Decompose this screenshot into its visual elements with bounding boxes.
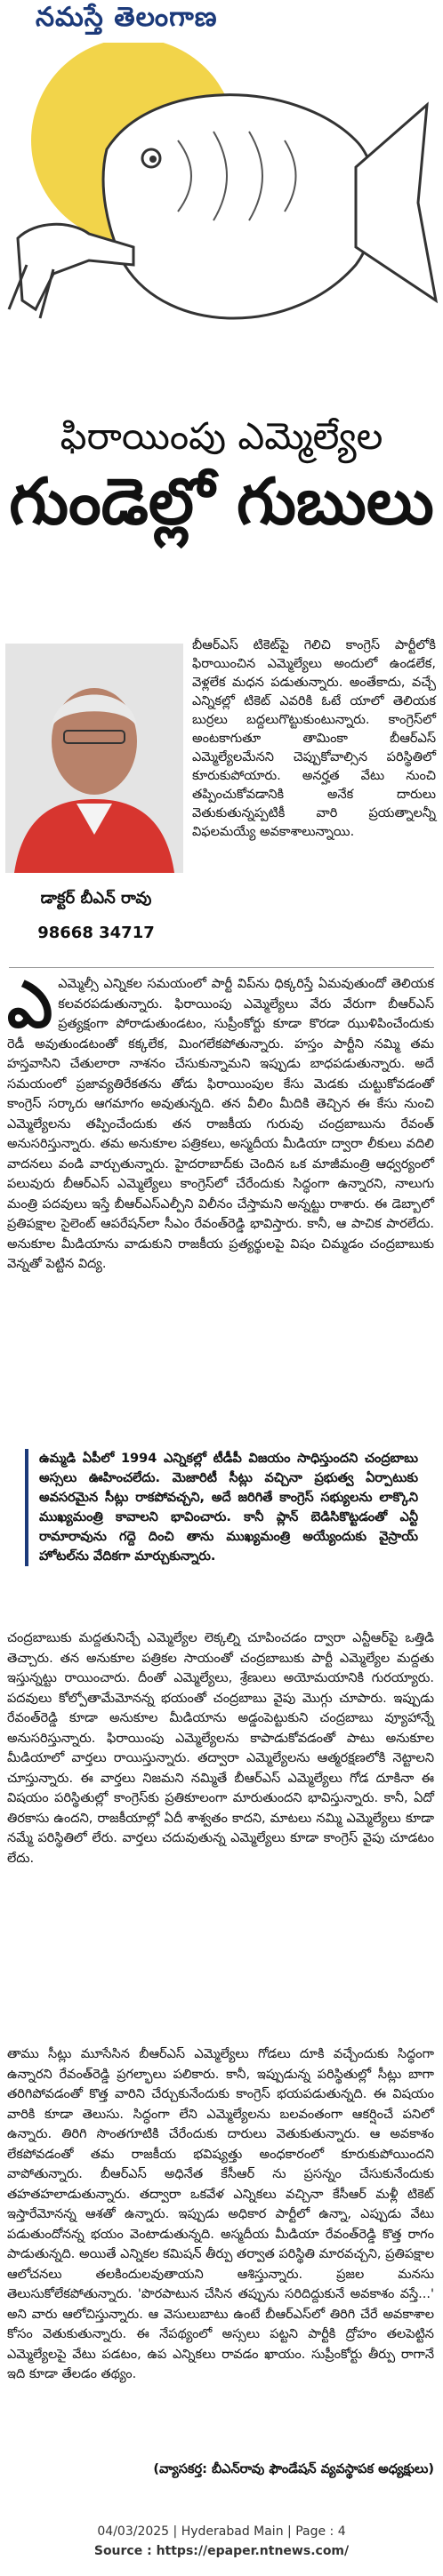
cartoon-illustration xyxy=(0,43,443,391)
pull-quote: ఉమ్మడి ఏపీలో 1994 ఎన్నికల్లో టీడీపీ విజయం సాధిస్తుందని చంద్రబాబు అస్సలు ఊహించలేదు. మెజారిటీ సీట్లు వచ్చినా ప్రభుత్వ ఏర్పాటుకు అవసరమైన సీట్లు రాకపోవచ్చని, అదే జరిగితే కాంగ్రెస్ సభ్యులను లాక్కొని ముఖ్యమంత్రి కావాలని భావించారు. కానీ ప్లాన్ బెడిసికొట్టడంతో ఎన్టీ రామారావును గద్దె దించి తాను ముఖ్యమంత్రి అయ్యేందుకు వైస్రాయ్ హోటల్‌ను వేదికగా మార్చుకున్నారు. xyxy=(25,1449,418,1566)
footer-source-link[interactable]: Source : https://epaper.ntnews.com/ xyxy=(93,2544,350,2558)
author-phone: 98668 34717 xyxy=(37,924,155,942)
masthead-title: నమస్తే తెలంగాణ xyxy=(36,2,218,33)
section-divider xyxy=(9,967,434,968)
body-paragraph-1-text: ఎమ్మెల్సీ ఎన్నికల సమయంలో పార్టీ విప్‌ను ధిక్కరిస్తే ఏమవుతుందో తెలియక కలవరపడుతున్నారు. ఫిరాయింపు ఎమ్మెల్యేలు వేరు వేరుగా బీఆర్ఎస్ ప్రత్యక్షంగా పోరాడుతుండటం, సుప్రీంకోర్టు కూడా కొరడా ఝుళిపించేందుకు రెడీ అవుతుండటంతో కక్కలేక, మింగలేకపోతున్నారు. హస్తం పార్టీని నమ్మి తమ హస్తవాసిని చేతులారా నాశనం చేసుకున్నామని ఇప్పుడు బాధపడుతున్నారు. అదే సమయంలో ప్రజావ్యతిరేకతను తోడు ఫిరాయింపుల కేసు మెడకు చుట్టుకోవడంతో కాంగ్రెస్ సర్కారు ఆగమాగం అవుతున్నది. తన వీలిం మీదికి తెచ్చిన ఈ కేసు నుంచి ఎమ్మెల్యేలను తప్పించేందుకు తన రాజకీయ గురువు చంద్రబాబును రేవంత్ అనుసరిస్తున్నారు. తమ అనుకూల పత్రికలు, అస్మదీయ మీడియా ద్వారా లీకులు వదిలి వాదనలు వండి వార్చుతున్నారు. హైదరాబాద్‌కు చెందిన ఒక మాజీమంత్రి ఆధ్వర్యంలో పలువురు బీఆర్ఎస్ ఎమ్మెల్యేలు కాంగ్రెస్‌లో చేరేందుకు సిద్ధంగా ఉన్నారని, నాలుగు మంత్రి పదవులు ఇస్తే బీఆర్ఎస్ఎల్పీని విలీనం చేస్తామని అన్నట్టు రాశారు. ఈ డెబ్బాలో ప్రతిపక్షాల సైలెంట్ ఆపరేషన్‌లా సీఎం రేవంత్‌రెడ్డి భావిస్తారు. కానీ, ఆ పాచిక పారలేదు. అనుకూల మీడియాను వాడుకుని రాజకీయ ప్రత్యర్థులపై విషం చిమ్మడం చంద్రబాబుకు వెన్నతో పెట్టిన విద్య. xyxy=(7,977,434,1271)
intro-paragraph: బీఆర్ఎస్ టికెట్‌పై గెలిచి కాంగ్రెస్ పార్టీలోకి ఫిరాయించిన ఎమ్మెల్యేలు అందులో ఉండలేక, వెళ్లలేక మధన పడుతున్నారు. అంతేకాదు, వచ్చే ఎన్నికల్లో టికెట్ ఎవరికి ఓటే యాలో తెలియక బుర్రలు బద్దలుగొట్టుకుంటున్నారు. కాంగ్రెస్‌లో అంటకాగుతూ తామింకా బీఆర్ఎస్ ఎమ్మెల్యేలమేనని చెప్పుకోవాల్సిన పరిస్థితిలో కూరుకుపోయారు. అనర్హత వేటు నుంచి తప్పించుకోవడానికి అనేక దారులు వెతుకుతున్నప్పటికీ వారి ప్రయత్నాలన్నీ విఫలమయ్యే అవకాశాలున్నాయి. xyxy=(192,638,436,839)
footer-date-edition: 04/03/2025 | Hyderabad Main | Page : 4 xyxy=(97,2524,346,2539)
cartoon-fish-tail xyxy=(356,105,436,300)
headline-line-2: గుండెల్లో గుబులు xyxy=(9,464,434,539)
cartoon-fish-pupil xyxy=(149,156,157,163)
author-note: (వ్యాసకర్త: బీఎన్‌రావు ఫౌండేషన్ వ్యవస్థాపక అధ్యక్షులు) xyxy=(153,2462,434,2476)
author-name: డాక్టర్ బీఎన్ రావు xyxy=(40,889,152,908)
byline xyxy=(11,889,181,942)
body-paragraph-1 xyxy=(7,967,434,1275)
body-paragraph-2: చంద్రబాబుకు మద్దతునిచ్చే ఎమ్మెల్యేల లెక్కల్ని చూపించడం ద్వారా ఎన్టీఆర్‌పై ఒత్తిడి తెచ్చారు. తన అనుకూల పత్రికల సాయంతో చంద్రబాబుకు పార్టీ ఎమ్మెల్యేల మద్దతు ఇస్తున్నట్టు రాయించారు. దీంతో ఎమ్మెల్యేలు, శ్రేణులు అయోమయానికి గురయ్యారు. పదవులు కోల్పోతామేమోనన్న భయంతో చంద్రబాబు వైపు మొగ్గు చూపారు. ఇప్పుడు రేవంత్‌రెడ్డి కూడా అనుకూల మీడియాను అడ్డంపెట్టుకుని చంద్రబాబు వ్యూహాన్నే అనుసరిస్తున్నారు. ఫిరాయింపు ఎమ్మెల్యేలను కాపాడుకోవడంతో పాటు అనుకూల మీడియాలో వార్తలు రాయిస్తున్నారు. తద్వారా ఎమ్మెల్యేలను ఆత్మరక్షణలోకి నెట్టాలని చూస్తున్నారు. ఈ వార్తలు నిజమని నమ్మితే బీఆర్ఎస్ ఎమ్మెల్యేలు గోడ దూకినా ఈ విషయం పరిస్థితుల్లో కాంగ్రెస్‌కు ప్రతికూలంగా మారుతుందని భావిస్తున్నారు. కానీ, ఏదో తిరకాసు ఉందని, రాజకీయాల్లో ఏదీ శాశ్వతం కాదని, మాటలు నమ్మి ఎమ్మెల్యేలు కూడా నమ్మే పరిస్థితిలో లేరు. వార్తలు చదువుతున్న ఎమ్మెల్యేలు కూడా కాంగ్రెస్ వైపు చూడటం లేదు. xyxy=(7,1631,434,1866)
body-paragraph-3: తాము సీట్లు మూసేసిన బీఆర్ఎస్ ఎమ్మెల్యేలు గోడలు దూకి వచ్చేందుకు సిద్ధంగా ఉన్నారని రేవంత్‌రెడ్డి ప్రగల్భాలు పలికారు. కానీ, ఇప్పుడున్న పరిస్థితుల్లో సీట్లు బాగా తరిగిపోవడంతో కొత్త వారిని చేర్చుకునేందుకు కాంగ్రెస్ భయపడుతున్నది. ఈ విషయం వారికి కూడా తెలుసు. సిద్ధంగా లేని ఎమ్మెల్యేలను బలవంతంగా ఆకర్షించే పనిలో ఉన్నారు. తిరిగి సొంతగూటికి చేరేందుకు దారులు వెతుకుతున్నారు. ఆ అవకాశం లేకపోవడంతో తమ రాజకీయ భవిష్యత్తు అంధకారంలో కూరుకుపోయిందని వాపోతున్నారు. బీఆర్ఎస్ అధినేత కేసీఆర్ ను ప్రసన్నం చేసుకునేందుకు తహతహలాడుతున్నారు. తద్వారా ఒకవేళ ఎన్నికలు వచ్చినా కేసీఆర్ మళ్లీ టికెట్ ఇస్తారేమోనన్న ఆశతో ఉన్నారు. ఇప్పుడు అధికార పార్టీలో ఉన్నా, ఎప్పుడు వేటు పడుతుందోనన్న భయం వెంటాడుతున్నది. అస్మదీయ మీడియా రేవంత్‌రెడ్డి కొత్త రాగం పాడుతున్నది. అయితే ఎన్నికల కమిషన్ తీర్పు తర్వాత పరిస్థితి మారవచ్చని, ప్రతిపక్షాల ఆలోచనలు తలకిందులవుతాయని ఆశిస్తున్నారు. ప్రజల మనసు తెలుసుకోలేకపోతున్నారు. 'పొరపాటున చేసిన తప్పును సరిదిద్దుకునే అవకాశం వస్తే...' అని వారు ఆలోచిస్తున్నారు. ఆ వెసులుబాటు ఉంటే బీఆర్ఎస్‌లో తిరిగి చేరే అవకాశాల కోసం వెతుకుతున్నారు. ఈ నేపథ్యంలో అస్సలు పట్టని పార్టీకి ద్రోహం తలపెట్టిన ఎమ్మెల్యేలపై వేటు పడటం, ఉప ఎన్నికలు రావడం ఖాయం. సుప్రీంకోర్టు తీర్పు రాగానే ఇది కూడా తేలడం తథ్యం. xyxy=(7,2047,434,2381)
masthead xyxy=(0,0,443,41)
drop-cap: ఎ xyxy=(7,967,53,1042)
headline-line-1: ఫిరాయింపు ఎమ్మెల్యేల xyxy=(60,414,383,458)
cartoon-fish xyxy=(103,95,375,318)
author-photo xyxy=(5,644,183,873)
